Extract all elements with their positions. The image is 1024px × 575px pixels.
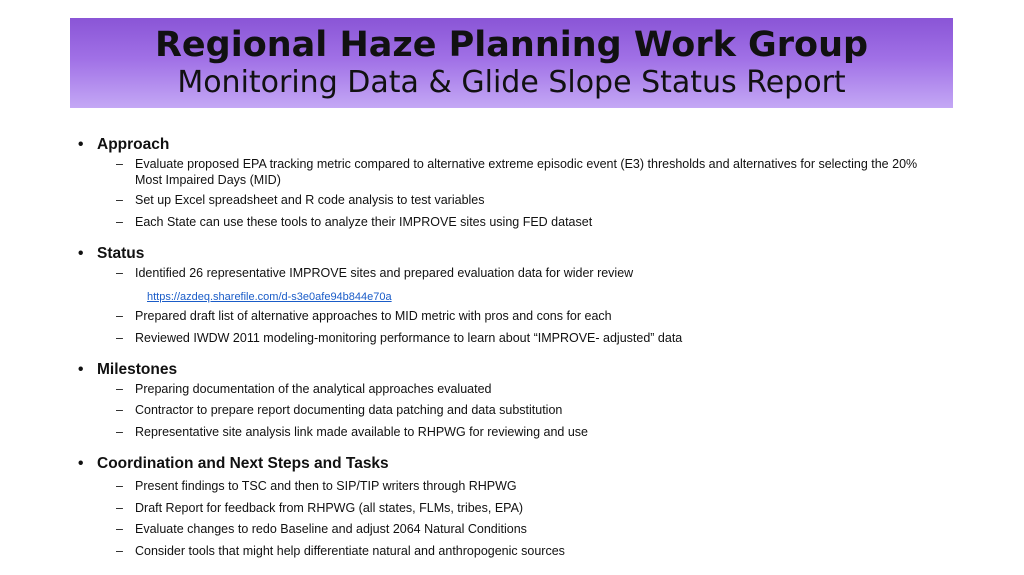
dash-icon: – (116, 403, 123, 417)
list-item: – Representative site analysis link made available to RHPWG for reviewing and use (116, 425, 588, 439)
list-item: – Prepared draft list of alternative approaches to MID metric with pros and cons for each (116, 309, 612, 323)
list-item: – Reviewed IWDW 2011 modeling-monitoring performance to learn about “IMPROVE- adjusted” data (116, 331, 683, 345)
list-item: – Consider tools that might help differentiate natural and anthropogenic sources (116, 544, 565, 558)
dash-icon: – (116, 309, 123, 323)
bullet-icon: • (78, 245, 84, 262)
sharefile-link[interactable]: https://azdeq.sharefile.com/d-s3e0afe94b844e70a (147, 291, 392, 303)
slide-title: Regional Haze Planning Work Group (154, 25, 869, 65)
dash-icon: – (116, 544, 123, 558)
list-item: – Identified 26 representative IMPROVE sites and prepared evaluation data for wider review (116, 266, 634, 280)
bullet-icon: • (78, 455, 84, 472)
dash-icon: – (116, 479, 123, 493)
dash-icon: – (116, 266, 123, 280)
section-heading-status: • Status (78, 245, 145, 262)
section-heading-milestones: • Milestones (78, 361, 178, 378)
list-item: – Evaluate proposed EPA tracking metric compared to alternative extreme episodic event (E3) thresholds and alternatives for selecting the 20% Most Impaired Days (MID) (116, 157, 918, 187)
list-item: – Set up Excel spreadsheet and R code analysis to test variables (116, 193, 485, 207)
slide-subtitle: Monitoring Data & Glide Slope Status Report (177, 65, 846, 100)
dash-icon: – (116, 522, 123, 536)
dash-icon: – (116, 331, 123, 345)
section-heading-approach: • Approach (78, 136, 170, 153)
dash-icon: – (116, 157, 123, 171)
dash-icon: – (116, 501, 123, 515)
list-item: – Preparing documentation of the analytical approaches evaluated (116, 382, 492, 396)
list-item: – Each State can use these tools to analyze their IMPROVE sites using FED dataset (116, 215, 593, 229)
dash-icon: – (116, 382, 123, 396)
list-item: – Evaluate changes to redo Baseline and adjust 2064 Natural Conditions (116, 522, 527, 536)
bullet-icon: • (78, 136, 84, 153)
dash-icon: – (116, 193, 123, 207)
dash-icon: – (116, 425, 123, 439)
section-heading-coordination: • Coordination and Next Steps and Tasks (78, 455, 389, 472)
list-item: – Contractor to prepare report documenting data patching and data substitution (116, 403, 563, 417)
dash-icon: – (116, 215, 123, 229)
bullet-icon: • (78, 361, 84, 378)
list-item: – Draft Report for feedback from RHPWG (all states, FLMs, tribes, EPA) (116, 501, 524, 515)
list-item: – Present findings to TSC and then to SIP/TIP writers through RHPWG (116, 479, 517, 493)
